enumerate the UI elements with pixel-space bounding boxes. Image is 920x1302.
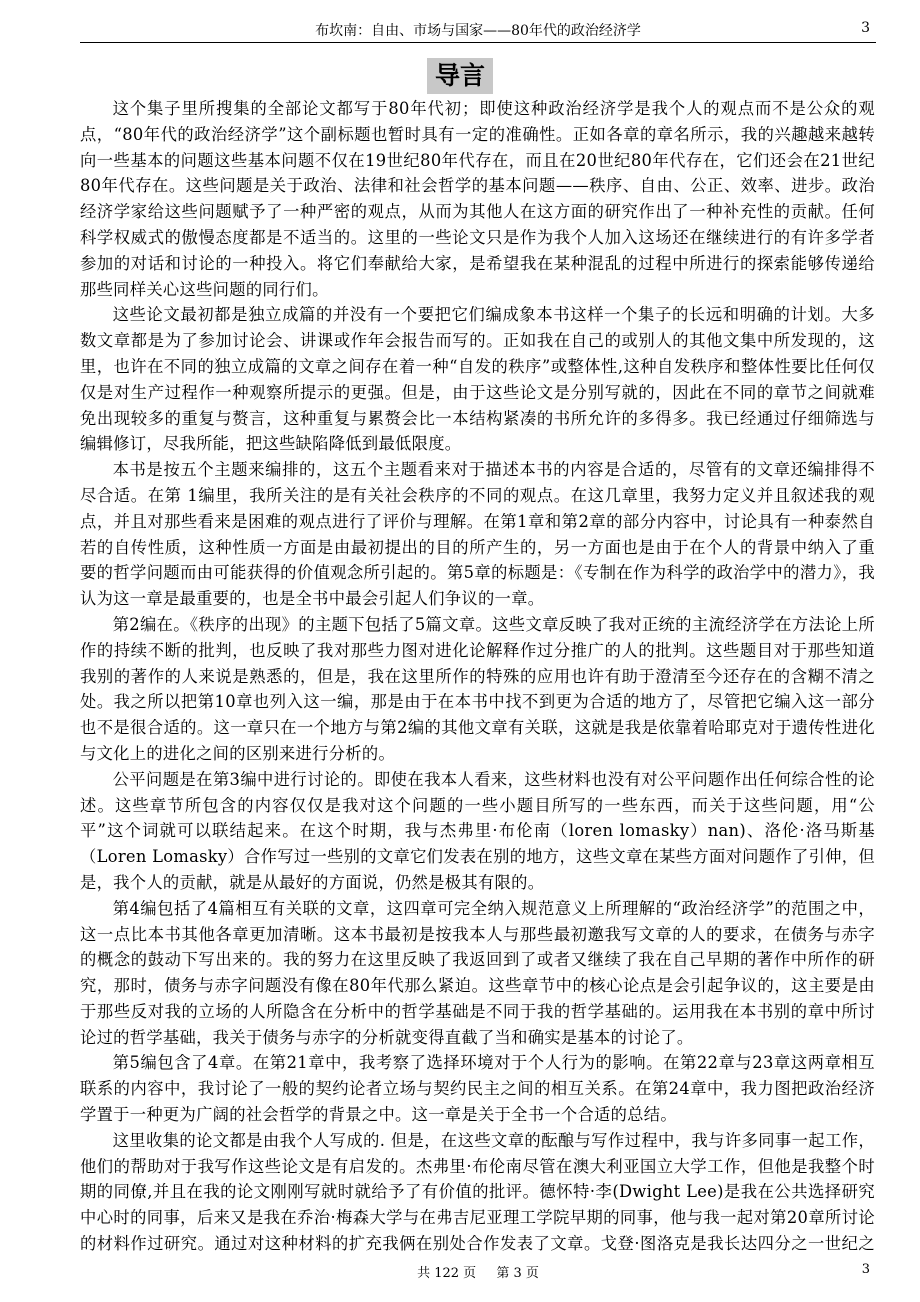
paragraph: 本书是按五个主题来编排的，这五个主题看来对于描述本书的内容是合适的，尽管有的文章还编排得不尽合适。在第 1编里，我所关注的是有关社会秩序的不同的观点。在这几章里，我努力定义并且叙述我的观点，并且对那些看来是困难的观点进行了评价与理解。在第1章和第2章的部分内容中，讨论具有一种泰然自若的自传性质，这种性质一方面是由最初提出的目的所产生的，另一方面也是由于在个人的背景中纳入了重要的哲学问题而由可能获得的价值观念所引起的。第5章的标题是：《专制在作为科学的政治学中的潜力》，我认为这一章是最重要的，也是全书中最会引起人们争议的一章。 (80, 460, 875, 609)
paragraph: 公平问题是在第3编中进行讨论的。即使在我本人看来，这些材料也没有对公平问题作出任何综合性的论述。这些章节所包含的内容仅仅是我对这个问题的一些小题目所写的一些东西，而关于这些问题，用“公平”这个词就可以联结起来。在这个时期，我与杰弗里·布伦南（loren lomasky）nan)、洛伦·洛马斯基（Loren Lomasky）合作写过一些别的文章它们发表在别的地方，这些文章在某些方面对问题作了引伸，但是，我个人的贡献，就是从最好的方面说，仍然是极其有限的。 (80, 769, 875, 892)
page-header (80, 14, 876, 43)
page-footer (80, 1262, 876, 1282)
paragraph: 这个集子里所搜集的全部论文都写于80年代初；即使这种政治经济学是我个人的观点而不是公众的观点，“80年代的政治经济学”这个副标题也暂时具有一定的准确性。正如各章的章名所示，我的兴趣越来越转向一些基本的问题这些基本问题不仅在19世纪80年代存在，而且在20世纪80年代存在，它们还会在21世纪80年代存在。这些问题是关于政治、法律和社会哲学的基本问题——秩序、自由、公正、效率、进步。政治经济学家给这些问题赋予了一种严密的观点，从而为其他人在这方面的研究作出了一种补充性的贡献。任何科学权威式的傲慢态度都是不适当的。这里的一些论文只是作为我个人加入这场还在继续进行的有许多学者参加的对话和讨论的一种投入。将它们奉献给大家，是希望我在某种混乱的过程中所进行的探索能够传递给那些同样关心这些问题的同行们。 (80, 99, 875, 299)
footer-page-number: 3 (861, 1262, 870, 1277)
section-heading: 导言 (427, 58, 493, 94)
document-body (80, 96, 875, 1256)
paragraph: 第4编包括了4篇相互有关联的文章，这四章可完全纳入规范意义上所理解的“政治经济学”的范围之中，这一点比本书其他各章更加清晰。这本书最初是按我本人与那些最初邀我写文章的人的要求，在债务与赤字的概念的鼓动下写出来的。我的努力在这里反映了我返回到了或者又继续了我在自己早期的著作中所作的研究，那时，债务与赤字问题没有像在80年代那么紧迫。这些章节中的核心论点是会引起争议的，这主要是由于那些反对我的立场的人所隐含在分析中的哲学基础是不同于我的哲学基础的。运用我在本书别的章中所讨论过的哲学基础，我关于债务与赤字的分析就变得直截了当和确实是基本的讨论了。 (80, 898, 875, 1047)
paragraph: 第5编包含了4章。在第21章中，我考察了选择环境对于个人行为的影响。在第22章与23章这两章相互联系的内容中，我讨论了一般的契约论者立场与契约民主之间的相互关系。在第24章中，我力图把政治经济学置于一种更为广阔的社会哲学的背景之中。这一章是关于全书一个合适的总结。 (80, 1053, 875, 1125)
section-heading-wrapper (0, 58, 920, 94)
header-title: 布坎南：自由、市场与国家——80年代的政治经济学 (315, 23, 641, 39)
footer-total-pages: 共 122 页 (417, 1266, 477, 1281)
paragraph: 这里收集的论文都是由我个人写成的. 但是，在这些文章的酝酿与写作过程中，我与许多同事一起工作，他们的帮助对于我写作这些论文是有启发的。杰弗里·布伦南尽管在澳大利亚国立大学工作，但他是我整个时期的同僚,并且在我的论文刚刚写就时就给予了有价值的批评。德怀特·李(Dwight Lee)是我在公共选择研究中心时的同事，后来又是我在乔治·梅森大学与在弗吉尼亚理工学院早期的同事，他与我一起对第20章所讨论的材料作过研究。通过对这种材料的扩充我俩在别处合作发表了文章。戈登·图洛克是我长达四分之一世纪之 (80, 1130, 875, 1254)
footer-current-page: 第 3 页 (496, 1266, 539, 1281)
header-page-number: 3 (861, 20, 870, 36)
paragraph: 第2编在。《秩序的出现》的主题下包括了5篇文章。这些文章反映了我对正统的主流经济学在方法论上所作的持续不断的批判，也反映了我对那些力图对进化论解释作过分推广的人的批判。这些题目对于那些知道我别的著作的人来说是熟悉的，但是，我在这里所作的特殊的应用也许有助于澄清至今还存在的含糊不清之处。我之所以把第10章也列入这一编，那是由于在本书中找不到更为合适的地方了，尽管把它编入这一部分也不是很合适的。这一章只在一个地方与第2编的其他文章有关联，这就是我是依靠着哈耶克对于遗传性进化与文化上的进化之间的区别来进行分析的。 (80, 614, 875, 763)
footer-pagination (80, 1262, 876, 1281)
paragraph: 这些论文最初都是独立成篇的并没有一个要把它们编成象本书这样一个集子的长远和明确的计划。大多数文章都是为了参加讨论会、讲课或作年会报告而写的。正如我在自己的或别人的其他文集中所发现的，这里，也许在不同的独立成篇的文章之间存在着一种“自发的秩序”或整体性,这种自发秩序和整体性要比任何仅仅是对生产过程作一种观察所提示的更强。但是，由于这些论文是分别写就的，因此在不同的章节之间就难免出现较多的重复与赘言，这种重复与累赘会比一本结构紧凑的书所允许的多得多。我已经通过仔细筛选与编辑修订，尽我所能，把这些缺陷降低到最低限度。 (80, 305, 875, 454)
